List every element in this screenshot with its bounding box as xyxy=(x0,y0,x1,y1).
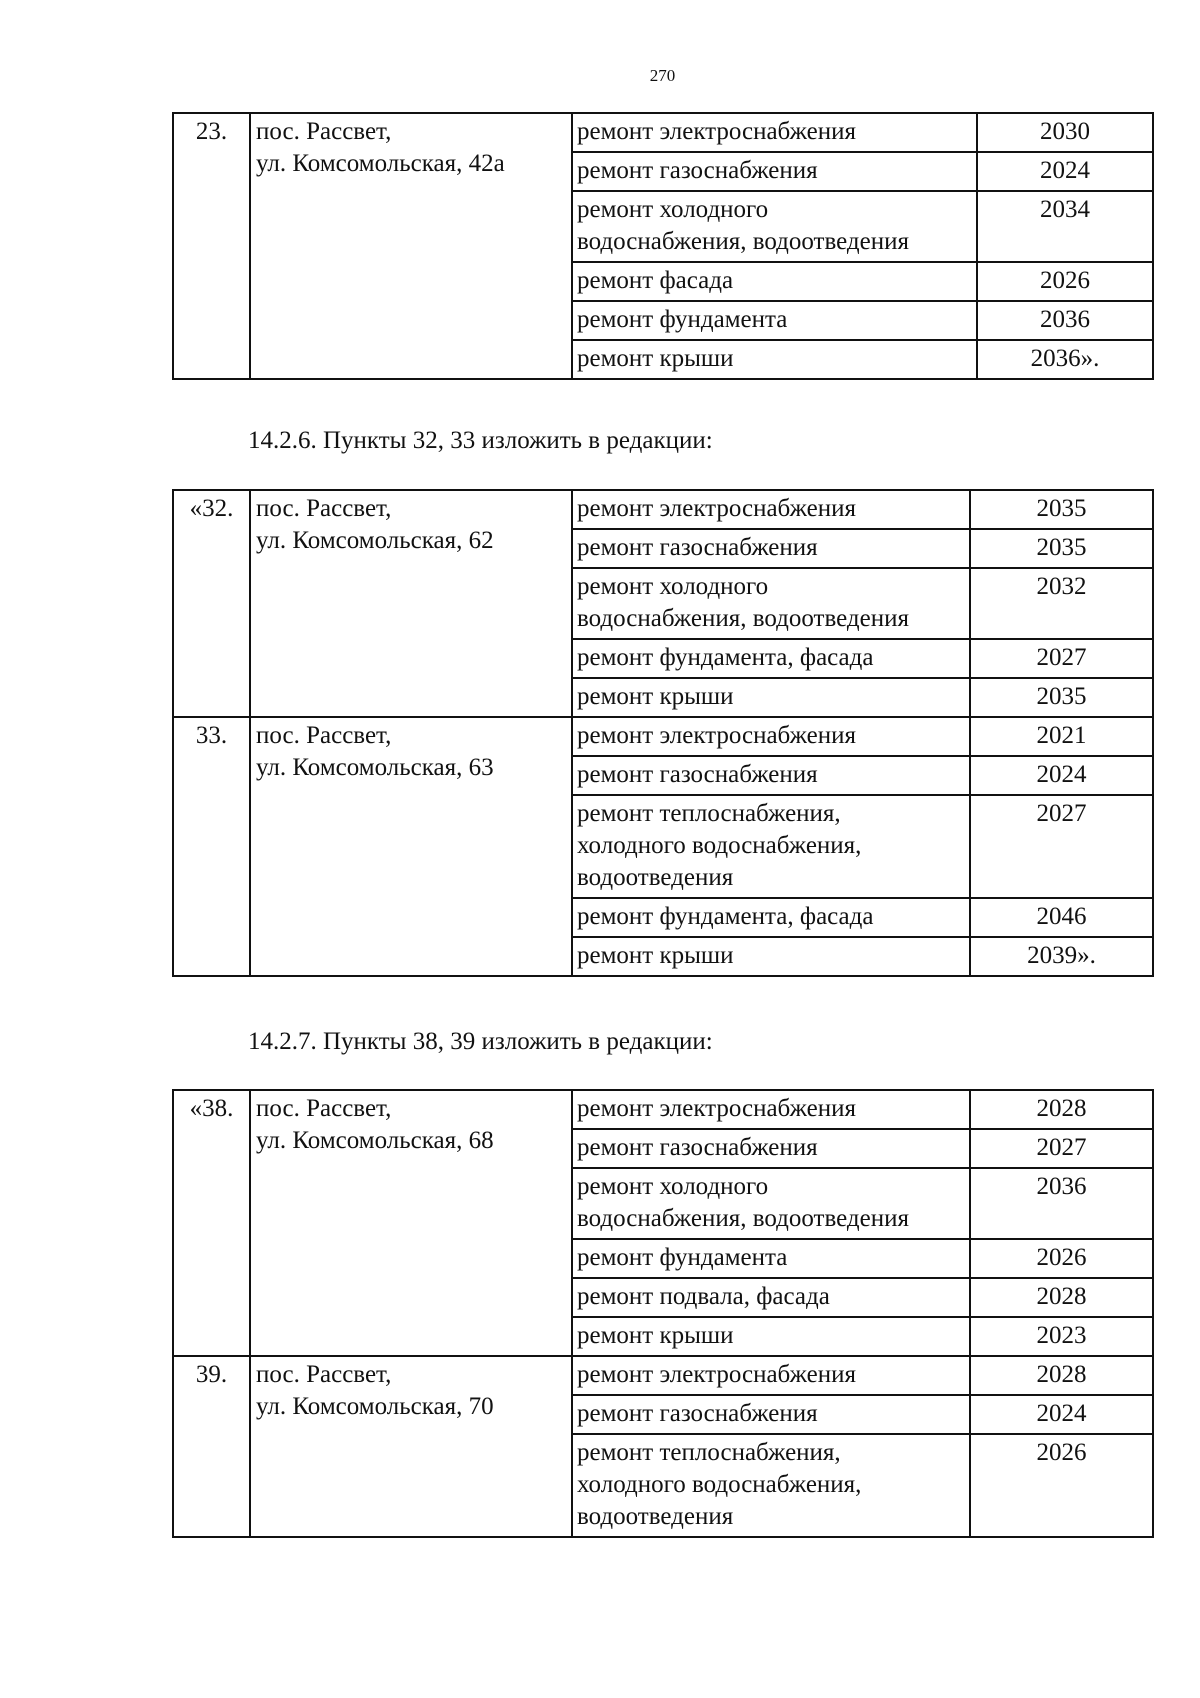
work-type-cell xyxy=(572,529,970,568)
item-number-cell: 33. xyxy=(173,717,250,976)
address-line: ул. Комсомольская, 63 xyxy=(256,754,494,781)
year-cell: 2035 xyxy=(970,490,1153,529)
year-cell: 2036 xyxy=(970,1168,1153,1239)
year-cell: 2036». xyxy=(977,340,1153,379)
address-line: пос. Рассвет, xyxy=(256,1361,392,1388)
year-cell: 2028 xyxy=(970,1090,1153,1129)
year-cell: 2035 xyxy=(970,678,1153,717)
work-line: ремонт электроснабжения xyxy=(577,1361,856,1388)
work-line: ремонт холодного xyxy=(577,196,769,223)
address-cell xyxy=(250,1356,572,1537)
work-line: ремонт газоснабжения xyxy=(577,1134,818,1161)
address-line: пос. Рассвет, xyxy=(256,722,392,749)
item-number-cell: 23. xyxy=(173,113,250,379)
address-line: ул. Комсомольская, 42а xyxy=(256,150,505,177)
work-line: водоотведения xyxy=(577,1503,734,1530)
year-cell: 2036 xyxy=(977,301,1153,340)
work-line: ремонт электроснабжения xyxy=(577,722,856,749)
work-type-cell xyxy=(572,717,970,756)
repair-table-2 xyxy=(172,489,1154,977)
work-line: ремонт электроснабжения xyxy=(577,118,856,145)
page-number: 270 xyxy=(649,66,676,85)
item-number-cell: 39. xyxy=(173,1356,250,1537)
repair-table-1 xyxy=(172,112,1154,380)
work-type-cell xyxy=(572,1168,970,1239)
work-type-cell xyxy=(572,262,977,301)
year-cell: 2028 xyxy=(970,1278,1153,1317)
year-cell: 2046 xyxy=(970,898,1153,937)
work-type-cell xyxy=(572,937,970,976)
work-type-cell xyxy=(572,1434,970,1537)
year-cell: 2021 xyxy=(970,717,1153,756)
address-cell xyxy=(250,113,572,379)
work-line: водоснабжения, водоотведения xyxy=(577,1205,909,1232)
work-line: ремонт газоснабжения xyxy=(577,1400,818,1427)
year-cell: 2024 xyxy=(970,756,1153,795)
year-cell: 2026 xyxy=(977,262,1153,301)
work-line: ремонт газоснабжения xyxy=(577,157,818,184)
work-type-cell xyxy=(572,1239,970,1278)
work-line: ремонт крыши xyxy=(577,1322,734,1349)
item-number-cell: «32. xyxy=(173,490,250,717)
work-type-cell xyxy=(572,1090,970,1129)
work-line: ремонт холодного xyxy=(577,1173,769,1200)
work-line: ремонт электроснабжения xyxy=(577,1095,856,1122)
table-row xyxy=(173,1356,1153,1395)
work-type-cell xyxy=(572,1129,970,1168)
work-line: ремонт подвала, фасада xyxy=(577,1283,830,1310)
work-line: ремонт газоснабжения xyxy=(577,761,818,788)
address-cell xyxy=(250,717,572,976)
work-type-cell xyxy=(572,113,977,152)
work-line: ремонт фундамента, фасада xyxy=(577,644,874,671)
work-type-cell xyxy=(572,1395,970,1434)
work-line: ремонт крыши xyxy=(577,683,734,710)
address-line: пос. Рассвет, xyxy=(256,1095,392,1122)
address-line: ул. Комсомольская, 62 xyxy=(256,527,494,554)
work-type-cell xyxy=(572,795,970,898)
work-line: ремонт электроснабжения xyxy=(577,495,856,522)
instruction-paragraph-1: 14.2.6. Пункты 32, 33 изложить в редакции: xyxy=(248,427,713,454)
work-type-cell xyxy=(572,340,977,379)
work-line: ремонт крыши xyxy=(577,345,734,372)
year-cell: 2028 xyxy=(970,1356,1153,1395)
year-cell: 2032 xyxy=(970,568,1153,639)
address-cell xyxy=(250,1090,572,1356)
work-type-cell xyxy=(572,1356,970,1395)
year-cell: 2034 xyxy=(977,191,1153,262)
work-type-cell xyxy=(572,639,970,678)
work-line: ремонт газоснабжения xyxy=(577,534,818,561)
table-row xyxy=(173,113,1153,152)
year-cell: 2035 xyxy=(970,529,1153,568)
year-cell: 2026 xyxy=(970,1434,1153,1537)
work-line: холодного водоснабжения, xyxy=(577,832,862,859)
work-line: водоснабжения, водоотведения xyxy=(577,605,909,632)
year-cell: 2024 xyxy=(970,1395,1153,1434)
address-line: пос. Рассвет, xyxy=(256,118,392,145)
work-line: ремонт теплоснабжения, xyxy=(577,1439,841,1466)
work-line: холодного водоснабжения, xyxy=(577,1471,862,1498)
year-cell: 2027 xyxy=(970,639,1153,678)
year-cell: 2030 xyxy=(977,113,1153,152)
year-cell: 2039». xyxy=(970,937,1153,976)
address-line: ул. Комсомольская, 68 xyxy=(256,1127,494,1154)
table-row xyxy=(173,1090,1153,1129)
work-line: ремонт крыши xyxy=(577,942,734,969)
work-type-cell xyxy=(572,898,970,937)
table-row xyxy=(173,490,1153,529)
work-type-cell xyxy=(572,1317,970,1356)
work-line: водоснабжения, водоотведения xyxy=(577,228,909,255)
address-line: пос. Рассвет, xyxy=(256,495,392,522)
work-line: ремонт фундамента xyxy=(577,306,788,333)
year-cell: 2027 xyxy=(970,795,1153,898)
work-line: ремонт фундамента, фасада xyxy=(577,903,874,930)
work-line: ремонт фундамента xyxy=(577,1244,788,1271)
work-line: ремонт холодного xyxy=(577,573,769,600)
address-cell xyxy=(250,490,572,717)
year-cell: 2024 xyxy=(977,152,1153,191)
repair-table-3 xyxy=(172,1089,1154,1538)
work-type-cell xyxy=(572,152,977,191)
work-type-cell xyxy=(572,568,970,639)
work-type-cell xyxy=(572,1278,970,1317)
year-cell: 2023 xyxy=(970,1317,1153,1356)
work-type-cell xyxy=(572,678,970,717)
instruction-paragraph-2: 14.2.7. Пункты 38, 39 изложить в редакции: xyxy=(248,1028,713,1055)
work-line: ремонт фасада xyxy=(577,267,734,294)
work-type-cell xyxy=(572,301,977,340)
year-cell: 2027 xyxy=(970,1129,1153,1168)
table-row xyxy=(173,717,1153,756)
work-type-cell xyxy=(572,490,970,529)
work-type-cell xyxy=(572,191,977,262)
year-cell: 2026 xyxy=(970,1239,1153,1278)
work-type-cell xyxy=(572,756,970,795)
address-line: ул. Комсомольская, 70 xyxy=(256,1393,494,1420)
work-line: водоотведения xyxy=(577,864,734,891)
item-number-cell: «38. xyxy=(173,1090,250,1356)
work-line: ремонт теплоснабжения, xyxy=(577,800,841,827)
